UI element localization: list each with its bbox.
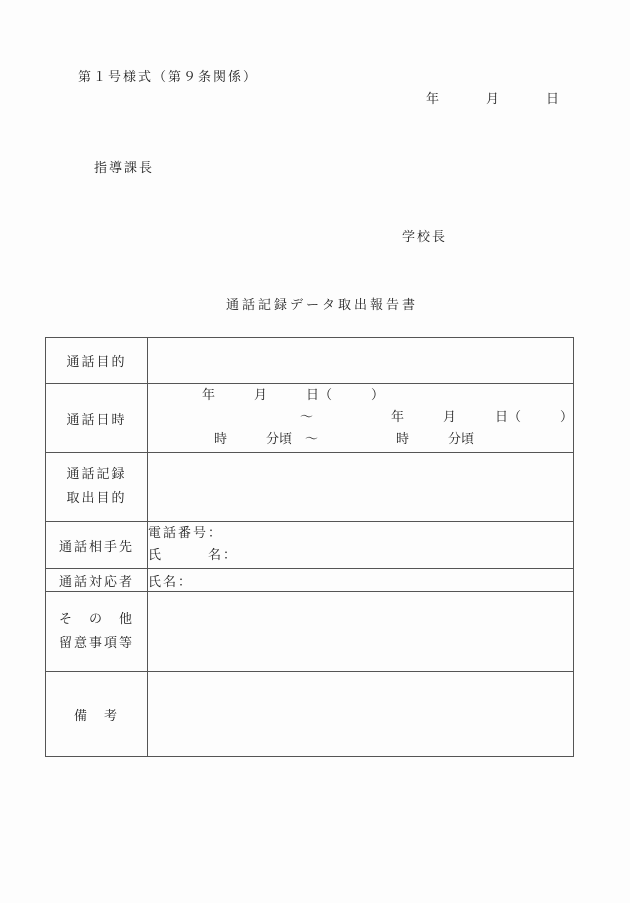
form-number: 第１号様式（第９条関係） xyxy=(78,70,259,85)
field-responder[interactable]: 氏名： xyxy=(147,569,573,592)
label-remarks: 備 考 xyxy=(46,672,148,757)
field-other[interactable] xyxy=(147,592,573,672)
field-counterpart[interactable] xyxy=(147,522,573,569)
label-counterpart: 通話相手先 xyxy=(46,522,148,569)
label-extract-purpose xyxy=(46,453,148,522)
counterpart-phone: 電話番号： xyxy=(147,526,223,541)
row-remarks xyxy=(46,672,574,757)
label-extract-purpose-line2: 取出目的 xyxy=(66,491,127,506)
row-counterpart xyxy=(46,522,574,569)
label-extract-purpose-line1: 通話記録 xyxy=(66,467,127,482)
row-responder xyxy=(46,569,574,592)
row-datetime xyxy=(46,384,574,453)
label-other xyxy=(46,592,148,672)
label-datetime: 通話日時 xyxy=(46,384,148,453)
label-other-line2: 留意事項等 xyxy=(58,635,134,651)
row-other xyxy=(46,592,574,672)
field-datetime[interactable] xyxy=(147,384,573,453)
field-purpose[interactable] xyxy=(147,338,573,384)
label-responder: 通話対応者 xyxy=(46,569,148,592)
date-line: 年 月 日 xyxy=(426,92,562,107)
label-purpose: 通話目的 xyxy=(46,338,148,384)
sender: 学校長 xyxy=(402,230,448,245)
field-remarks[interactable] xyxy=(147,672,573,757)
field-extract-purpose[interactable] xyxy=(147,453,573,522)
datetime-line2: ～ 年 月 日（ ） xyxy=(299,410,573,425)
row-purpose xyxy=(46,338,574,384)
counterpart-name: 氏 名： xyxy=(147,548,238,563)
addressee: 指導課長 xyxy=(94,161,155,176)
datetime-line1: 年 月 日（ ） xyxy=(201,388,384,403)
page-title: 通話記録データ取出報告書 xyxy=(226,298,419,313)
label-other-line1: そ の 他 xyxy=(58,611,134,627)
report-table xyxy=(45,337,574,757)
row-extract-purpose xyxy=(46,453,574,522)
datetime-line3: 時 分頃 ～ 時 分頃 xyxy=(213,432,474,447)
